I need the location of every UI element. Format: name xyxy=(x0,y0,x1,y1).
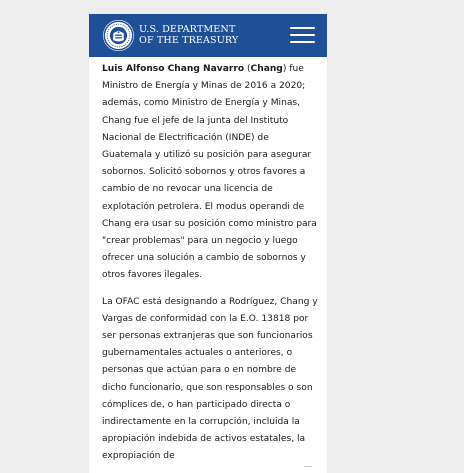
menu-icon-middle-bar xyxy=(290,34,315,36)
person-short-name: Chang xyxy=(250,64,283,74)
scroll-indicator xyxy=(304,466,312,467)
treasury-seal-icon[interactable] xyxy=(103,20,134,51)
open-parenthesis: ( xyxy=(244,64,251,74)
agency-name-line-2: OF THE TREASURY xyxy=(139,35,239,46)
agency-name-line-1: U.S. DEPARTMENT xyxy=(139,24,236,35)
menu-button[interactable] xyxy=(290,27,315,44)
article-paragraph-2: La OFAC está designando a Rodríguez, Chang y Vargas de conformidad con la E.O. 13818 por ser personas extranjeras que son funcionarios gubernamentales actuales o anteriores, o personas que actúan para o en nombre de dicho funcionario, que son responsables o son cómplices de, o han participado directa o indirectamente en la corrupción, incluida la apropiación indebida de activos estatales, la expropiación de xyxy=(102,296,318,462)
article-paragraph-1 xyxy=(102,61,321,285)
person-name: Luis Alfonso Chang Navarro xyxy=(102,64,245,74)
agency-name[interactable] xyxy=(139,24,238,46)
paragraph-1-text: ) fue Ministro de Energía y Minas de 2016 a 2020; además, como Ministro de Energía y Minas, Chang fue el jefe de la junta del Instituto Nacional de Electrificación (INDE) de Guatemala y utilizó su posición para asegurar sobornos. Solicitó sobornos y otros favores a cambio de no revocar una licencia de explotación petrolera. El modus operandi de Chang era usar su posición como ministro para "crear problemas" para un negocio y luego ofrecer una solución a cambio de sobornos y otros favores ilegales. xyxy=(102,64,317,281)
mobile-page xyxy=(89,14,327,473)
site-header xyxy=(89,14,327,57)
menu-icon-bottom-bar xyxy=(290,41,315,43)
article-body xyxy=(102,61,321,473)
menu-icon-top-bar xyxy=(290,27,315,29)
seal-graphic xyxy=(103,20,134,51)
